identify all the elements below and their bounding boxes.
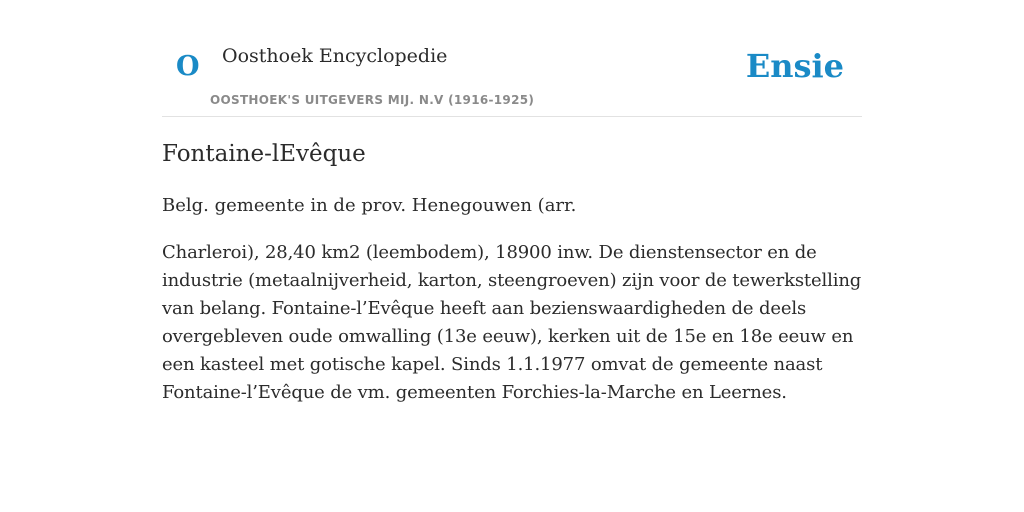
source-publisher: OOSTHOEK'S UITGEVERS MIJ. N.V (1916-1925)	[210, 93, 535, 107]
article-paragraph-1: Belg. gemeente in de prov. Henegouwen (arr.	[162, 194, 577, 216]
source-header	[162, 0, 862, 117]
source-logo[interactable]: O	[176, 51, 200, 82]
entry-page	[162, 0, 862, 407]
article-paragraph-2: Charleroi), 28,40 km2 (leembodem), 18900 inw. De dienstensector en de industrie (metaalnijverheid, karton, steengroeven) zijn voor de tewerkstelling van belang. Fontaine-l’Evêque heeft aan bezienswaardigheden de deels overgebleven oude omwalling (13e eeuw), kerken uit de 15e en 18e eeuw en een kasteel met gotische kapel. Sinds 1.1.1977 omvat de gemeente naast Fontaine-l’Evêque de vm. gemeenten Forchies-la-Marche en Leernes.	[162, 241, 862, 403]
ensie-logo-link[interactable]: Ensie	[745, 47, 844, 85]
source-title-link[interactable]: Oosthoek Encyclopedie	[222, 45, 448, 67]
article-title: Fontaine-lEvêque	[162, 141, 366, 167]
